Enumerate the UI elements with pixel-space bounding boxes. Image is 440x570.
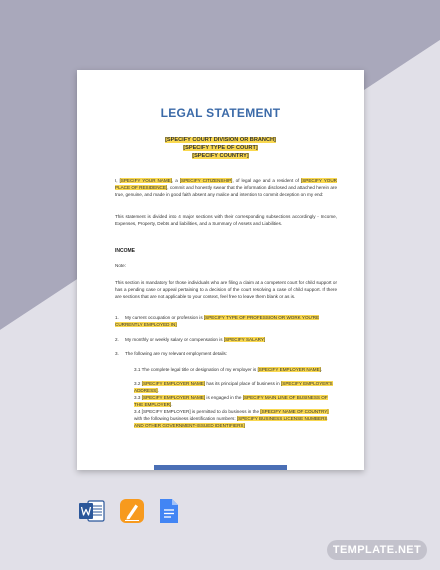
list-item-employment: 3. The following are my relevant employment details: xyxy=(115,351,228,356)
sub-item-business-permit: 3.4 [SPECIFY EMPLOYER] is permitted to do business in the [SPECIFY NAME OF COUNTRY] with the following business identification numbers: [SPECIFY BUSINESS LICENSE NUMBERS AND OTHER GOVERNMENT-ISSUED IDENTIFIERS] xyxy=(134,409,329,429)
income-heading: INCOME xyxy=(115,248,135,254)
document-page xyxy=(77,70,364,470)
court-country: [SPECIFY COUNTRY] xyxy=(192,153,249,160)
sub-item-employer-title: 3.1 The complete legal title or designation of my employer is [SPECIFY EMPLOYER NAME]. xyxy=(134,367,323,372)
list-item-salary: 2. My monthly or weekly salary or compensation is [SPECIFY SALARY] xyxy=(115,337,266,342)
document-title: LEGAL STATEMENT xyxy=(160,106,281,120)
note-paragraph: This section is mandatory for those individuals who are filing a claim at a competent court for child support or has a pending case or appeal pertaining to a decision of the court resolving a case of child support. If there are sections that are not applicable to your context, feel free to leave them blank or as is. xyxy=(115,280,337,300)
sections-paragraph: This statement is divided into 4 major sections with their corresponding subsections accordingly - Income, Expenses, Property, Debts and liabilities, and a Summary of Assets and Liabilities. xyxy=(115,214,337,227)
intro-paragraph: I, [SPECIFY YOUR NAME], a [SPECIFY CITIZENSHIP], of legal age and a resident of [SPECIFY YOUR PLACE OF RESIDENCE], commit and honestly swear that the information disclosed and attached herein are true, genuine, and made in good faith absent any malice and intention to commit deception on my end: xyxy=(115,178,337,198)
template-net-badge[interactable]: TEMPLATE.NET xyxy=(327,540,427,560)
court-block xyxy=(77,136,364,161)
pages-icon[interactable] xyxy=(119,498,145,524)
sub-item-employer-address: 3.2 [SPECIFY EMPLOYER NAME] has its principal place of business in [SPECIFY EMPLOYER'S ADDRESS]. xyxy=(134,381,333,394)
document-footer-bar xyxy=(154,465,287,470)
list-item-occupation: 1. My current occupation or profession is [SPECIFY TYPE OF PROFESSION OR WORK YOU'RE CURRENTLY EMPLOYED IN] xyxy=(115,315,320,328)
court-division: [SPECIFY COURT DIVISION OR BRANCH] xyxy=(165,137,276,143)
word-icon[interactable] xyxy=(78,498,106,524)
sub-item-business-line: 3.3 [SPECIFY EMPLOYER NAME] is engaged in the [SPECIFY MAIN LINE OF BUSINESS OF THE EMPLOYER]. xyxy=(134,395,328,408)
note-label: Note: xyxy=(115,263,126,268)
google-docs-icon[interactable] xyxy=(159,498,179,524)
court-type: [SPECIFY TYPE OF COURT] xyxy=(183,145,258,152)
